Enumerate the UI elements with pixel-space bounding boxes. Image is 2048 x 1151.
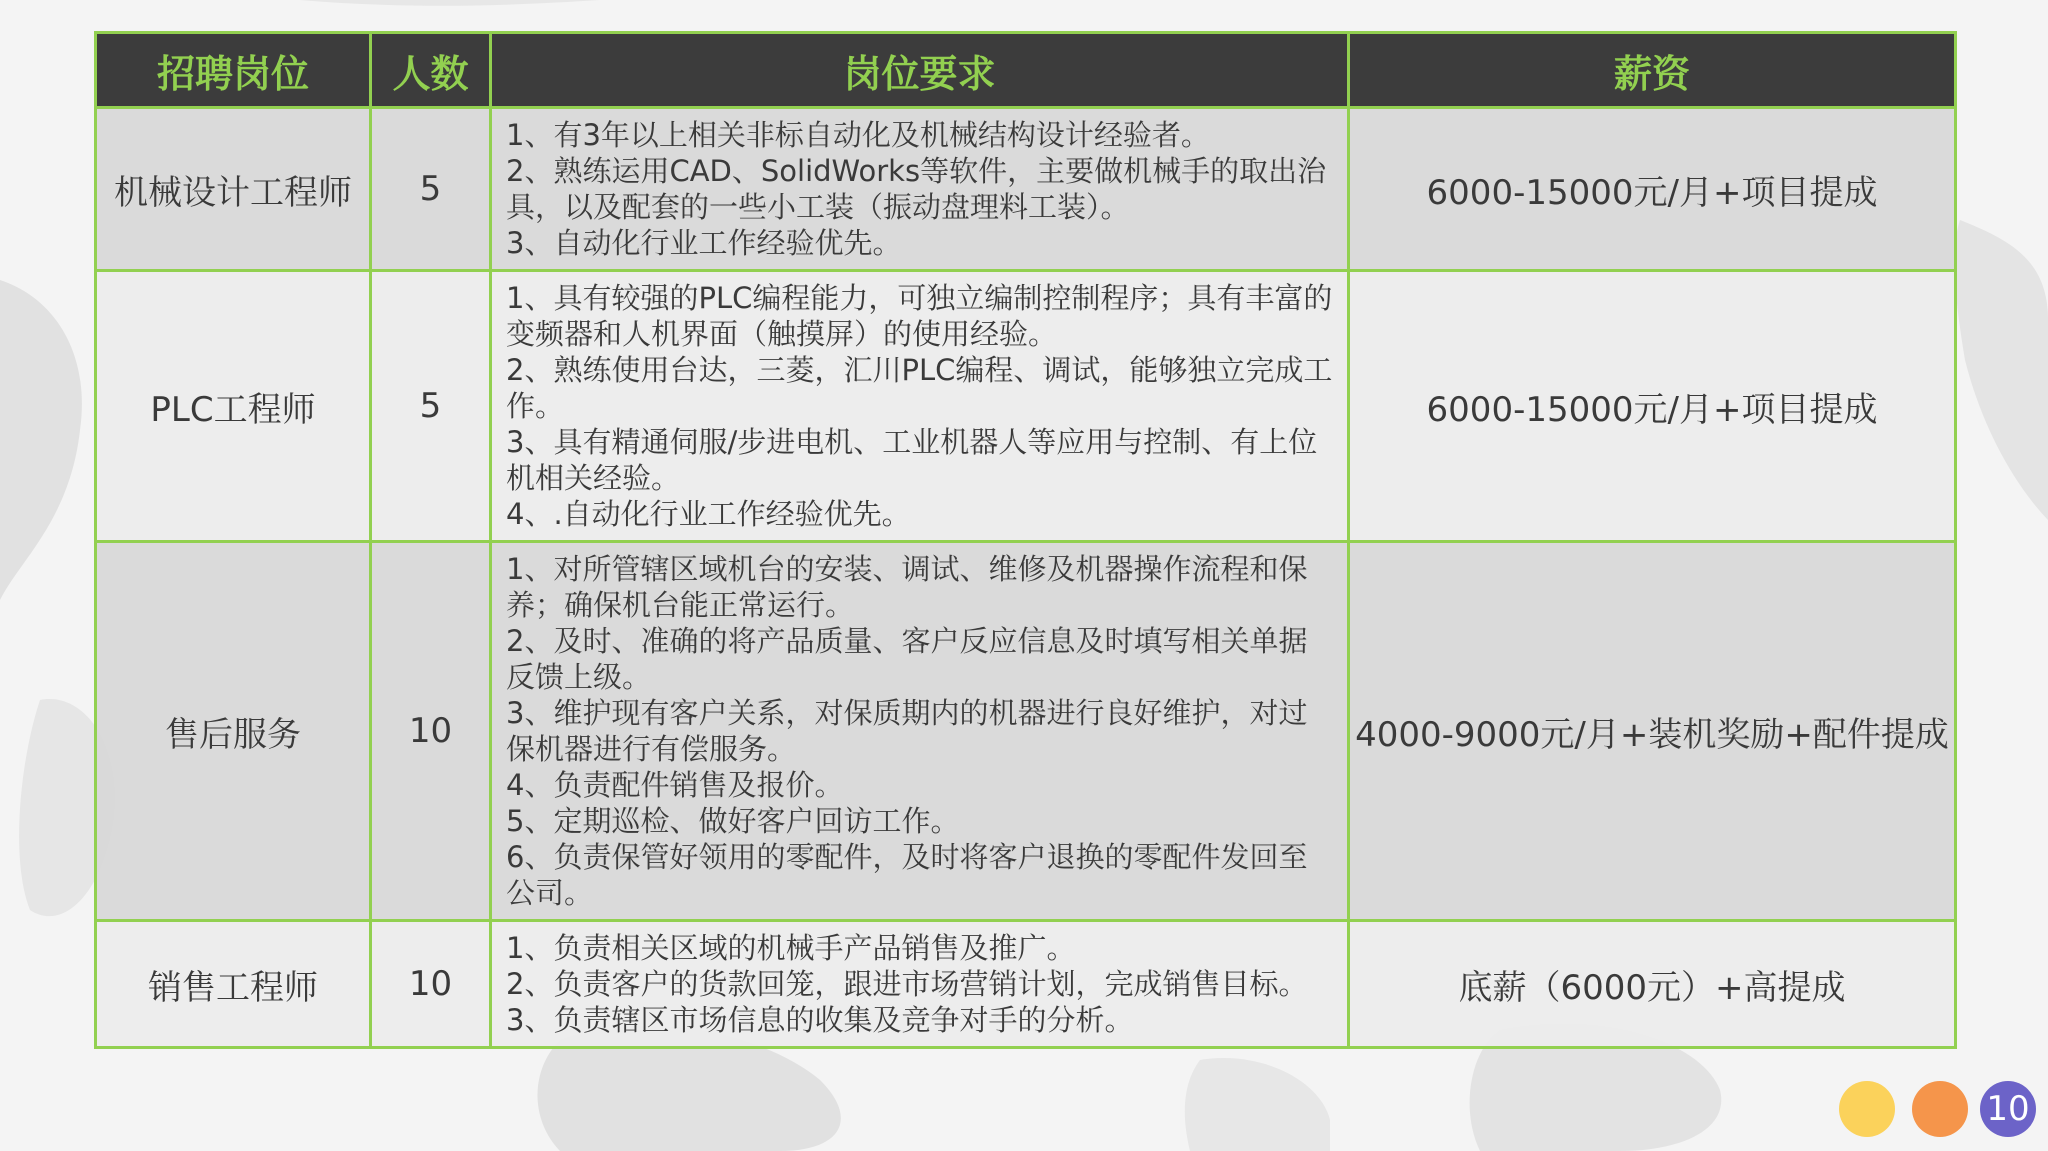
cell-requirements bbox=[491, 542, 1349, 921]
table-row bbox=[96, 542, 1956, 921]
recruitment-table bbox=[94, 31, 1957, 1049]
requirement-line: 2、熟练使用台达，三菱，汇川PLC编程、调试，能够独立完成工作。 bbox=[506, 353, 1333, 423]
cell-salary: 6000-15000元/月+项目提成 bbox=[1349, 271, 1956, 542]
requirement-line: 6、负责保管好领用的零配件，及时将客户退换的零配件发回至公司。 bbox=[506, 840, 1308, 910]
cell-count: 10 bbox=[371, 921, 491, 1048]
page-number-badge: 10 bbox=[1980, 1081, 2036, 1137]
header-count: 人数 bbox=[371, 33, 491, 108]
cell-position: PLC工程师 bbox=[96, 271, 371, 542]
cell-position: 销售工程师 bbox=[96, 921, 371, 1048]
cell-position: 售后服务 bbox=[96, 542, 371, 921]
cell-count: 10 bbox=[371, 542, 491, 921]
cell-requirements bbox=[491, 921, 1349, 1048]
header-position: 招聘岗位 bbox=[96, 33, 371, 108]
recruitment-table-container bbox=[94, 31, 1954, 1037]
requirement-line: 2、熟练运用CAD、SolidWorks等软件，主要做机械手的取出治具，以及配套的一些小工装（振动盘理料工装）。 bbox=[506, 154, 1327, 224]
requirement-line: 3、自动化行业工作经验优先。 bbox=[506, 226, 902, 260]
table-header-row bbox=[96, 33, 1956, 108]
table-row bbox=[96, 271, 1956, 542]
requirement-line: 1、有3年以上相关非标自动化及机械结构设计经验者。 bbox=[506, 118, 1210, 152]
orange-dot-icon bbox=[1912, 1081, 1968, 1137]
requirement-line: 1、具有较强的PLC编程能力，可独立编制控制程序；具有丰富的变频器和人机界面（触摸屏）的使用经验。 bbox=[506, 281, 1333, 351]
requirement-line: 3、维护现有客户关系，对保质期内的机器进行良好维护，对过保机器进行有偿服务。 bbox=[506, 696, 1308, 766]
requirement-line: 3、负责辖区市场信息的收集及竞争对手的分析。 bbox=[506, 1003, 1134, 1037]
yellow-dot-icon bbox=[1839, 1081, 1895, 1137]
table-row bbox=[96, 921, 1956, 1048]
requirement-line: 5、定期巡检、做好客户回访工作。 bbox=[506, 804, 960, 838]
requirement-line: 2、负责客户的货款回笼，跟进市场营销计划，完成销售目标。 bbox=[506, 967, 1308, 1001]
cell-salary: 底薪（6000元）+高提成 bbox=[1349, 921, 1956, 1048]
header-requirements: 岗位要求 bbox=[491, 33, 1349, 108]
cell-salary: 4000-9000元/月+装机奖励+配件提成 bbox=[1349, 542, 1956, 921]
requirement-line: 4、.自动化行业工作经验优先。 bbox=[506, 497, 911, 531]
cell-salary: 6000-15000元/月+项目提成 bbox=[1349, 108, 1956, 271]
cell-position: 机械设计工程师 bbox=[96, 108, 371, 271]
requirement-line: 2、及时、准确的将产品质量、客户反应信息及时填写相关单据反馈上级。 bbox=[506, 624, 1308, 694]
requirement-line: 4、负责配件销售及报价。 bbox=[506, 768, 844, 802]
table-row bbox=[96, 108, 1956, 271]
header-salary: 薪资 bbox=[1349, 33, 1956, 108]
cell-count: 5 bbox=[371, 271, 491, 542]
cell-requirements bbox=[491, 271, 1349, 542]
requirement-line: 3、具有精通伺服/步进电机、工业机器人等应用与控制、有上位机相关经验。 bbox=[506, 425, 1318, 495]
requirement-line: 1、负责相关区域的机械手产品销售及推广。 bbox=[506, 931, 1076, 965]
cell-requirements bbox=[491, 108, 1349, 271]
requirement-line: 1、对所管辖区域机台的安装、调试、维修及机器操作流程和保养；确保机台能正常运行。 bbox=[506, 552, 1308, 622]
cell-count: 5 bbox=[371, 108, 491, 271]
